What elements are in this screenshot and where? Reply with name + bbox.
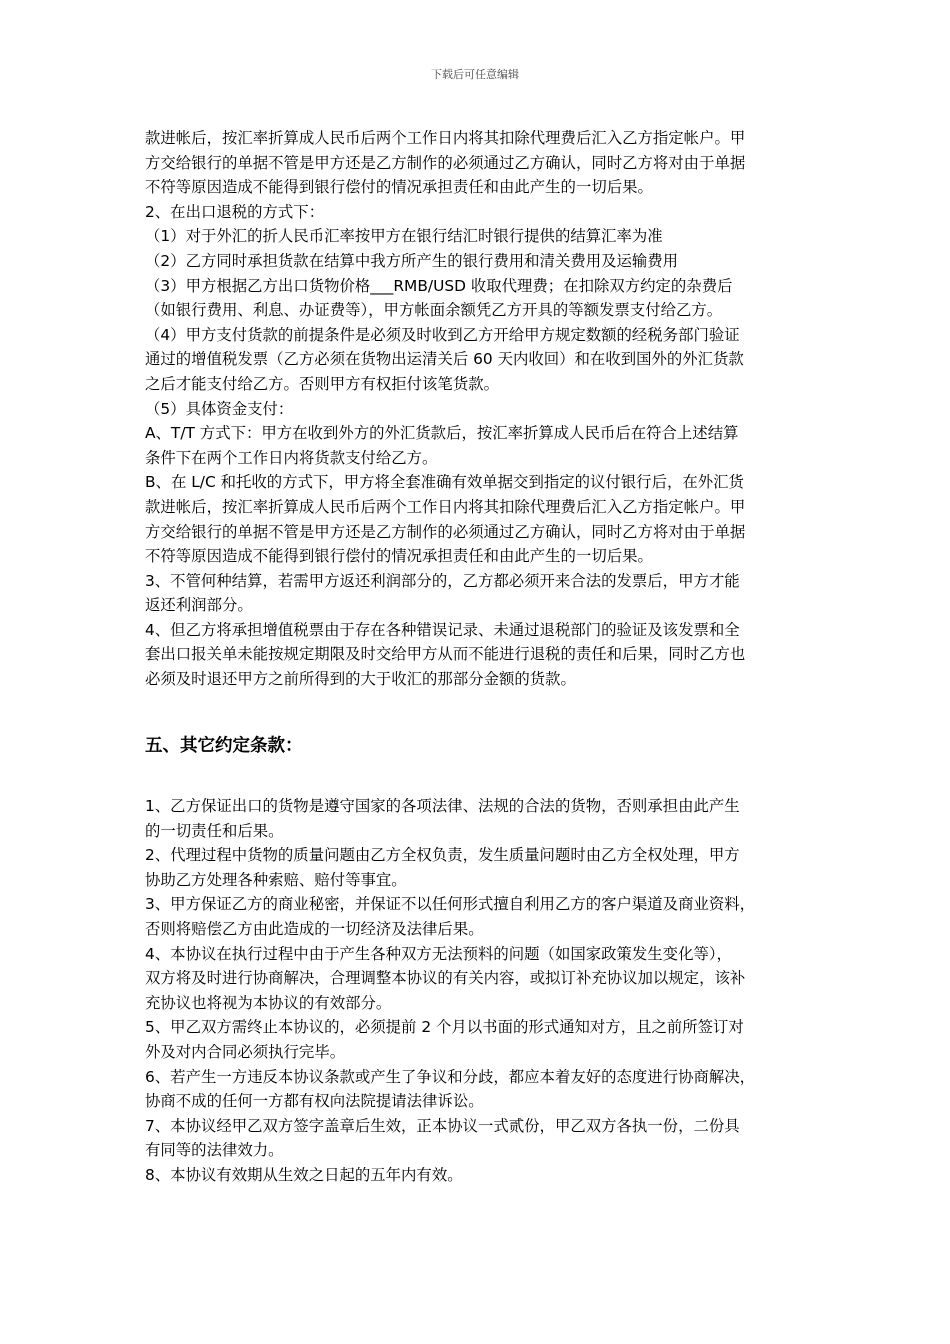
payment-terms-section [145,126,810,692]
text-line: 的一切责任和后果。 [145,821,284,840]
text-line: 条件下在两个工作日内将货款支付给乙方。 [145,448,438,467]
text-line: 协商不成的任何一方都有权向法院提请法律诉讼。 [145,1092,484,1111]
text-line: （5）具体资金支付： [145,399,294,418]
section-heading: 五、其它约定条款： [145,736,303,756]
text-line: 之后才能支付给乙方。否则甲方有权拒付该笔货款。 [145,374,499,393]
text-line: （1）对于外汇的折人民币汇率按甲方在银行结汇时银行提供的结算汇率为准 [145,227,663,246]
text-line: 款进帐后，按汇率折算成人民币后两个工作日内将其扣除代理费后汇入乙方指定帐户。甲 [145,497,746,516]
text-line: 有同等的法律效力。 [145,1141,284,1160]
text-line: （2）乙方同时承担货款在结算中我方所产生的银行费用和清关费用及运输费用 [145,251,679,270]
text-line: 通过的增值税发票（乙方必须在货物出运清关后 60 天内收回）和在收到国外的外汇货款 [145,350,744,369]
page-header: 下载后可任意编辑 [431,68,519,81]
text-line: 充协议也将视为本协议的有效部分。 [145,993,392,1012]
text-line: 4、但乙方将承担增值税票由于存在各种错误记录、未通过退税部门的验证及该发票和全 [145,620,740,639]
text-line: 2、代理过程中货物的质量问题由乙方全权负责，发生质量问题时由乙方全权处理，甲方 [145,846,740,865]
text-line: 8、本协议有效期从生效之日起的五年内有效。 [145,1165,463,1184]
text-line: 必须及时退还甲方之前所得到的大于收汇的那部分金额的货款。 [145,670,576,689]
text-line: 5、甲乙双方需终止本协议的，必须提前 2 个月以书面的形式通知对方，且之前所签订对 [145,1018,744,1037]
text-line: 协助乙方处理各种索赔、赔付等事宜。 [145,870,407,889]
text-line: 7、本协议经甲乙双方签字盖章后生效，正本协议一式贰份，甲乙双方各执一份，二份具 [145,1116,740,1135]
text-line: （4）甲方支付货款的前提条件是必须及时收到乙方开给甲方规定数额的经税务部门验证 [145,325,740,344]
text-line: 外及对内合同必须执行完毕。 [145,1042,346,1061]
text-line: 6、若产生一方违反本协议条款或产生了争议和分歧，都应本着友好的态度进行协商解决， [145,1067,756,1086]
text-line: （3）甲方根据乙方出口货物价格___RMB/USD 收取代理费；在扣除双方约定的杂费后 [145,276,733,295]
text-line: B、在 L/C 和托收的方式下，甲方将全套准确有效单据交到指定的议付银行后，在外汇货 [145,473,744,492]
text-line: 款进帐后，按汇率折算成人民币后两个工作日内将其扣除代理费后汇入乙方指定帐户。甲 [145,129,746,147]
text-line: （如银行费用、利息、办证费等），甲方帐面余额凭乙方开具的等额发票支付给乙方。 [145,301,723,320]
other-terms-section [145,794,810,1188]
text-line: 3、不管何种结算，若需甲方返还利润部分的，乙方都必须开来合法的发票后，甲方才能 [145,571,740,590]
text-line: 不符等原因造成不能得到银行偿付的情况承担责任和由此产生的一切后果。 [145,547,653,566]
text-line: 1、乙方保证出口的货物是遵守国家的各项法律、法规的合法的货物，否则承担由此产生 [145,797,740,815]
text-line: 方交给银行的单据不管是甲方还是乙方制作的必须通过乙方确认，同时乙方将对由于单据 [145,522,746,541]
text-line: 套出口报关单未能按规定期限及时交给甲方从而不能进行退税的责任和后果，同时乙方也 [145,645,746,664]
text-line: 否则将赔偿乙方由此造成的一切经济及法律后果。 [145,919,484,938]
text-line: 2、在出口退税的方式下： [145,202,325,221]
text-line: A、T/T 方式下：甲方在收到外方的外汇货款后，按汇率折算成人民币后在符合上述结算 [145,424,739,443]
text-line: 不符等原因造成不能得到银行偿付的情况承担责任和由此产生的一切后果。 [145,178,653,197]
text-line: 3、甲方保证乙方的商业秘密，并保证不以任何形式擅自利用乙方的客户渠道及商业资料， [145,895,756,914]
text-line: 双方将及时进行协商解决，合理调整本协议的有关内容，或拟订补充协议加以规定，该补 [145,969,746,988]
text-line: 4、本协议在执行过程中由于产生各种双方无法预料的问题（如国家政策发生变化等）， [145,944,732,963]
text-line: 返还利润部分。 [145,596,253,615]
text-line: 方交给银行的单据不管是甲方还是乙方制作的必须通过乙方确认，同时乙方将对由于单据 [145,153,746,172]
